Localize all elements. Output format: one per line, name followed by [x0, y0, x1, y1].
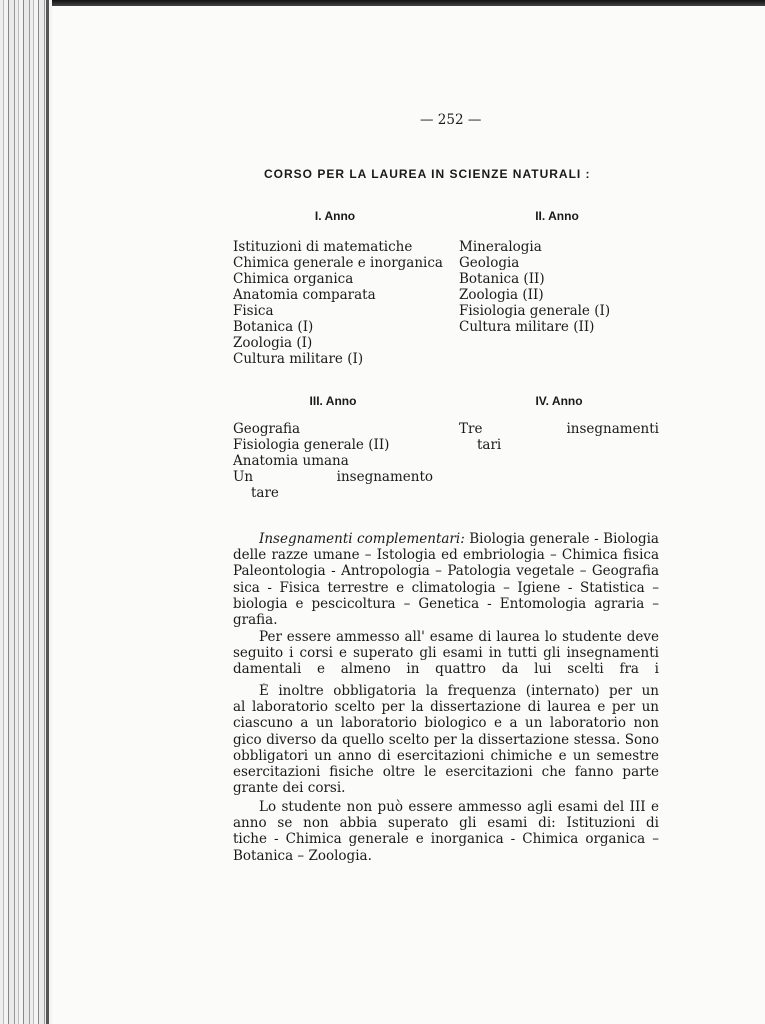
year-heading: I. Anno	[314, 209, 356, 223]
paragraph-line: Paleontologia - Antropologia – Patologia vegetale – Geografia	[233, 563, 659, 580]
paragraph-line: al laboratorio scelto per la dissertazione di laurea e per un	[233, 699, 659, 716]
course-item: Geologia	[459, 255, 520, 271]
paragraph-line: tiche - Chimica generale e inorganica - Chimica organica –	[233, 831, 659, 848]
year-heading: II. Anno	[535, 209, 579, 223]
year-heading: III. Anno	[309, 394, 357, 408]
paragraph-line: grante dei corsi.	[233, 780, 346, 797]
paragraph-line: delle razze umane – Istologia ed embriologia – Chimica fisica	[233, 547, 659, 564]
paragraph-line	[259, 531, 659, 547]
scan-top-edge	[0, 0, 765, 6]
paragraph-line: sica - Fisica terrestre e climatologia – Igiene - Statistica –	[233, 579, 659, 596]
course-item: Botanica (II)	[459, 271, 545, 287]
scan-binding-line	[46, 0, 49, 1024]
course-item: Tre insegnamenti	[459, 421, 659, 437]
course-item: tare	[251, 485, 279, 501]
course-item: Fisica	[233, 303, 274, 319]
course-item: Anatomia comparata	[233, 287, 376, 303]
paragraph-line: damentali e almeno in quattro da lui scelti fra i	[233, 661, 659, 678]
year-heading: IV. Anno	[535, 394, 583, 408]
course-item: Fisiologia generale (II)	[233, 437, 390, 453]
paragraph-line: esercitazioni fisiche oltre le esercitazioni che fanno parte	[233, 764, 659, 780]
course-item: Fisiologia generale (I)	[459, 303, 611, 319]
paragraph-line: seguito i corsi e superato gli esami in tutti gli insegnamenti	[233, 645, 659, 662]
page-number: — 252 —	[420, 112, 482, 128]
complementari-label: Insegnamenti complementari:	[259, 531, 465, 547]
course-item: Chimica organica	[233, 271, 354, 287]
course-item: Mineralogia	[459, 239, 542, 255]
paragraph-line: anno se non abbia superato gli esami di: Istituzioni di	[233, 815, 659, 832]
course-item: Botanica (I)	[233, 319, 314, 335]
paragraph-line: Per essere ammesso all' esame di laurea lo studente deve	[259, 629, 659, 645]
course-item: Cultura militare (I)	[233, 351, 364, 367]
paragraph-line: grafia.	[233, 612, 278, 628]
course-item: tari	[477, 437, 502, 453]
course-item: Istituzioni di matematiche	[233, 239, 413, 255]
paragraph-line: ciascuno a un laboratorio biologico e a un laboratorio non	[233, 715, 659, 732]
paragraph-line: gico diverso da quello scelto per la dissertazione stessa. Sono	[233, 731, 659, 748]
course-item: Zoologia (II)	[459, 287, 544, 303]
paragraph-line: Lo studente non può essere ammesso agli esami del III e	[259, 799, 659, 815]
scan-binding-edge	[0, 0, 52, 1024]
course-item: Chimica generale e inorganica	[233, 255, 443, 271]
course-item: Un insegnamento	[233, 469, 433, 485]
course-item: Geografia	[233, 421, 301, 437]
paragraph-line: È inoltre obbligatoria la frequenza (internato) per un	[259, 683, 659, 699]
course-item: Anatomia umana	[233, 453, 349, 469]
paragraph-line: Botanica – Zoologia.	[233, 847, 372, 864]
complementari-list-start: Biologia generale - Biologia	[469, 531, 659, 547]
course-item: Cultura militare (II)	[459, 319, 595, 335]
page-title: CORSO PER LA LAUREA IN SCIENZE NATURALI :	[264, 167, 591, 181]
paragraph-line: obbligatori un anno di esercitazioni chimiche e un semestre	[233, 747, 659, 764]
paragraph-line: biologia e pescicoltura – Genetica - Entomologia agraria –	[233, 595, 659, 612]
course-item: Zoologia (I)	[233, 335, 313, 351]
